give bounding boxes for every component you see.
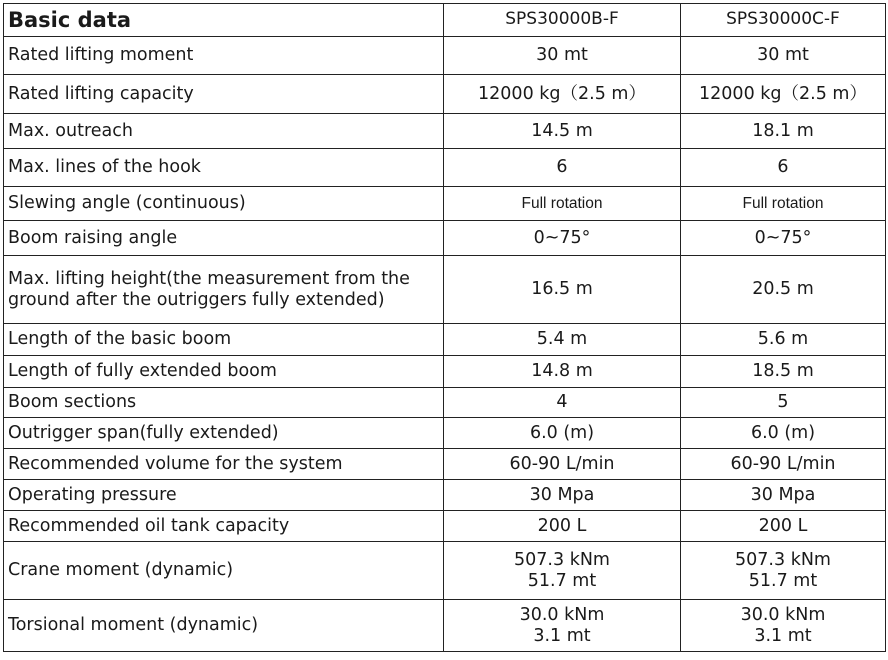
value-line: 3.1 mt <box>533 625 591 646</box>
value-model-b: 14.8 m <box>444 356 681 388</box>
value-line: 51.7 mt <box>748 570 818 591</box>
value-model-b: 14.5 m <box>444 114 681 149</box>
row-label: Length of the basic boom <box>4 324 444 356</box>
value-model-c: 200 L <box>681 511 886 542</box>
table-row <box>4 221 886 256</box>
table-row <box>4 37 886 75</box>
row-label: Boom raising angle <box>4 221 444 256</box>
row-label: Outrigger span(fully extended) <box>4 418 444 449</box>
value-model-c: 20.5 m <box>681 256 886 324</box>
value-line: 507.3 kNm <box>735 550 831 571</box>
table-row <box>4 256 886 324</box>
row-label: Operating pressure <box>4 480 444 511</box>
row-label: Length of fully extended boom <box>4 356 444 388</box>
value-model-c: 5.6 m <box>681 324 886 356</box>
row-label: Max. outreach <box>4 114 444 149</box>
table-row <box>4 75 886 114</box>
value-model-b: 60-90 L/min <box>444 449 681 480</box>
table-row <box>4 187 886 221</box>
table-row <box>4 149 886 187</box>
value-model-c <box>681 542 886 600</box>
value-model-b: 0~75° <box>444 221 681 256</box>
table-title: Basic data <box>4 4 444 37</box>
model-b-header: SPS30000B-F <box>444 4 681 37</box>
value-line: 30.0 kNm <box>740 605 826 626</box>
model-c-header: SPS30000C-F <box>681 4 886 37</box>
row-label: Rated lifting capacity <box>4 75 444 114</box>
table-row <box>4 480 886 511</box>
value-model-c: 60-90 L/min <box>681 449 886 480</box>
row-label: Rated lifting moment <box>4 37 444 75</box>
value-model-c: 6 <box>681 149 886 187</box>
value-model-c: 30 Mpa <box>681 480 886 511</box>
table-header-row <box>4 4 886 37</box>
row-label <box>4 256 444 324</box>
value-model-c: 30 mt <box>681 37 886 75</box>
value-model-c: 12000 kg（2.5 m） <box>681 75 886 114</box>
value-model-b: 30 mt <box>444 37 681 75</box>
value-model-b: 4 <box>444 388 681 418</box>
value-model-b: 5.4 m <box>444 324 681 356</box>
value-model-c: 18.5 m <box>681 356 886 388</box>
value-model-b <box>444 542 681 600</box>
value-line: 3.1 mt <box>754 625 812 646</box>
value-line: 507.3 kNm <box>514 550 610 571</box>
value-model-b: 12000 kg（2.5 m） <box>444 75 681 114</box>
value-model-b: Full rotation <box>444 187 681 221</box>
row-label: Slewing angle (continuous) <box>4 187 444 221</box>
row-label: Crane moment (dynamic) <box>4 542 444 600</box>
table-row <box>4 356 886 388</box>
value-model-b: 6 <box>444 149 681 187</box>
table-row <box>4 418 886 449</box>
row-label: Boom sections <box>4 388 444 418</box>
row-label: Recommended volume for the system <box>4 449 444 480</box>
value-model-b: 30 Mpa <box>444 480 681 511</box>
value-model-c: Full rotation <box>681 187 886 221</box>
row-label: Max. lines of the hook <box>4 149 444 187</box>
table-row <box>4 388 886 418</box>
row-label-line-2: ground after the outriggers fully extended) <box>8 289 385 310</box>
row-label-line-1: Max. lifting height(the measurement from the <box>8 269 410 290</box>
value-line: 51.7 mt <box>527 570 597 591</box>
table-row <box>4 511 886 542</box>
value-model-c: 5 <box>681 388 886 418</box>
value-model-b <box>444 600 681 652</box>
value-model-b: 200 L <box>444 511 681 542</box>
row-label: Torsional moment (dynamic) <box>4 600 444 652</box>
value-model-b: 16.5 m <box>444 256 681 324</box>
basic-data-table <box>3 3 886 652</box>
value-model-c: 18.1 m <box>681 114 886 149</box>
row-label: Recommended oil tank capacity <box>4 511 444 542</box>
table-row <box>4 114 886 149</box>
table-row <box>4 600 886 652</box>
value-line: 30.0 kNm <box>519 605 605 626</box>
value-model-b: 6.0 (m) <box>444 418 681 449</box>
value-model-c: 0~75° <box>681 221 886 256</box>
table-row <box>4 324 886 356</box>
value-model-c: 6.0 (m) <box>681 418 886 449</box>
value-model-c <box>681 600 886 652</box>
table-row <box>4 542 886 600</box>
table-row <box>4 449 886 480</box>
